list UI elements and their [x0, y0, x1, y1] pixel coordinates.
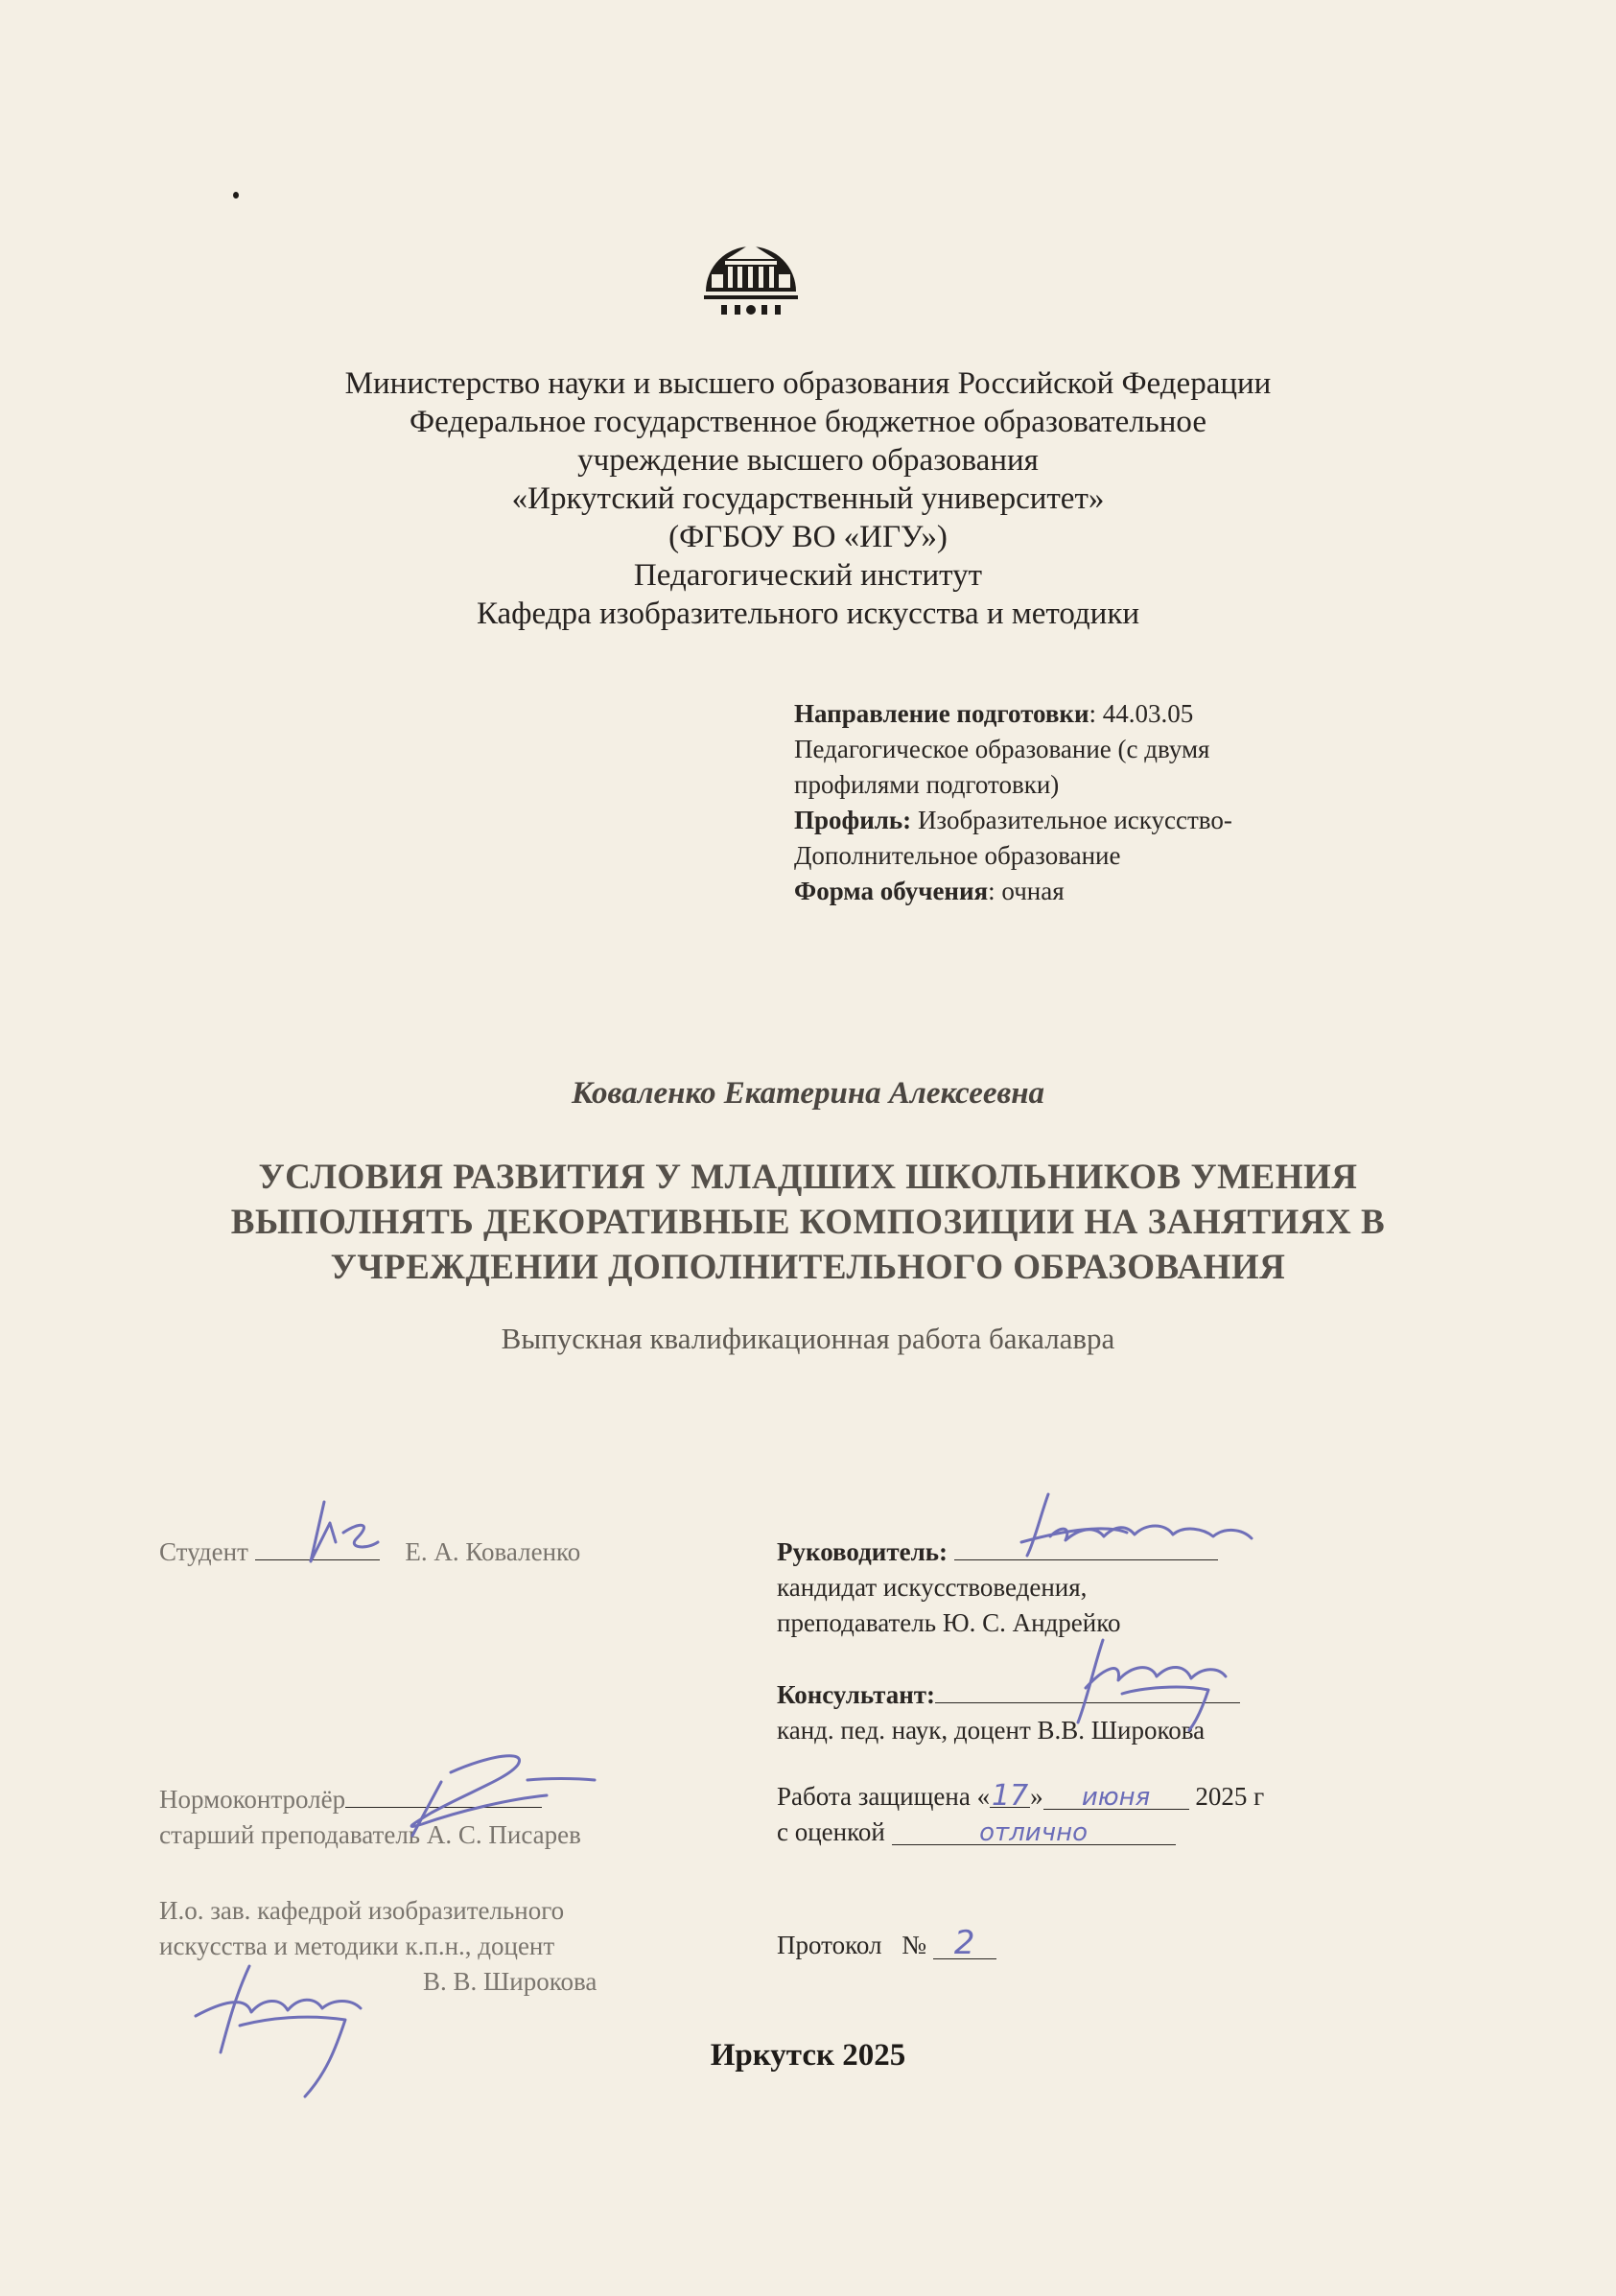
direction-desc-1: Педагогическое образование (с двумя: [794, 735, 1210, 763]
defense-day: 17: [992, 1779, 1029, 1813]
direction-label: Направление подготовки: [794, 699, 1089, 728]
normcontrol-line-1: старший преподаватель А. С. Писарев: [159, 1820, 581, 1849]
header-line-department: Кафедра изобразительного искусства и методики: [476, 597, 1140, 631]
protocol-block: [777, 1924, 1160, 1963]
header-line-ministry: Министерство науки и высшего образования Российской Федерации: [344, 366, 1272, 401]
author-name: Коваленко Екатерина Алексеевна: [571, 1076, 1045, 1111]
defense-year: 2025 г: [1188, 1782, 1265, 1811]
form-label: Форма обучения: [794, 877, 989, 905]
head-signature-icon: [192, 1956, 374, 2100]
direction-desc-2: профилями подготовки): [794, 770, 1060, 799]
consultant-signature-icon: [1065, 1630, 1237, 1736]
normcontrol-label: Нормоконтролёр: [159, 1785, 346, 1814]
direction-value: : 44.03.05: [1089, 699, 1194, 728]
form-value: : очная: [988, 877, 1065, 905]
study-info: [794, 696, 1389, 909]
header-line-institute: Педагогический институт: [633, 558, 983, 593]
head-line-3: В. В. Широкова: [423, 1967, 597, 1996]
profile-value-2: Дополнительное образование: [794, 841, 1121, 870]
institution-header: [0, 364, 1616, 633]
protocol-label: Протокол: [777, 1931, 882, 1959]
student-label: Студент: [159, 1537, 248, 1566]
consultant-label: Консультант:: [777, 1680, 936, 1709]
university-logo-icon: [698, 223, 804, 328]
supervisor-signature-icon: [1012, 1487, 1271, 1563]
header-line-federal: Федеральное государственное бюджетное образовательное: [410, 405, 1206, 439]
defense-grade: отлично: [892, 1816, 1176, 1845]
thesis-title: [0, 1155, 1616, 1290]
head-line-1: И.о. зав. кафедрой изобразительного: [159, 1896, 565, 1925]
header-line-university: «Иркутский государственный университет»: [511, 481, 1105, 516]
consultant-line-1: канд. пед. наук, доцент В.В. Широкова: [777, 1716, 1206, 1745]
normcontrol-signature-icon: [374, 1744, 604, 1839]
header-line-institution: учреждение высшего образования: [577, 443, 1039, 478]
title-line-3: УЧРЕЖДЕНИИ ДОПОЛНИТЕЛЬНОГО ОБРАЗОВАНИЯ: [330, 1248, 1286, 1287]
header-line-abbreviation: (ФГБОУ ВО «ИГУ»): [668, 520, 948, 554]
student-name: Е. А. Коваленко: [405, 1537, 581, 1566]
protocol-number: 2: [933, 1930, 996, 1959]
defense-month: июня: [1043, 1780, 1189, 1810]
profile-label: Профиль:: [794, 806, 912, 834]
supervisor-line-1: кандидат искусствоведения,: [777, 1573, 1088, 1602]
thesis-subtitle: Выпускная квалификационная работа бакалавра: [501, 1322, 1115, 1355]
title-line-2: ВЫПОЛНЯТЬ ДЕКОРАТИВНЫЕ КОМПОЗИЦИИ НА ЗАНЯТИЯХ В: [230, 1203, 1386, 1242]
title-line-1: УСЛОВИЯ РАЗВИТИЯ У МЛАДШИХ ШКОЛЬНИКОВ УМЕНИЯ: [258, 1158, 1358, 1197]
ink-dot: [233, 192, 239, 199]
protocol-number-sign: №: [902, 1931, 926, 1959]
student-block: [159, 1531, 658, 1570]
supervisor-line-2: преподаватель Ю. С. Андрейко: [777, 1608, 1121, 1637]
defense-label-start: Работа защищена «: [777, 1782, 991, 1811]
profile-value: Изобразительное искусство-: [911, 806, 1232, 834]
defense-grade-label: с оценкой: [777, 1817, 892, 1846]
head-line-2: искусства и методики к.п.н., доцент: [159, 1932, 555, 1960]
defense-label-mid: »: [1030, 1782, 1043, 1811]
student-signature-icon: [297, 1494, 393, 1571]
supervisor-label: Руководитель:: [777, 1537, 949, 1566]
defense-block: [777, 1778, 1467, 1850]
city-year: Иркутск 2025: [710, 2038, 906, 2073]
